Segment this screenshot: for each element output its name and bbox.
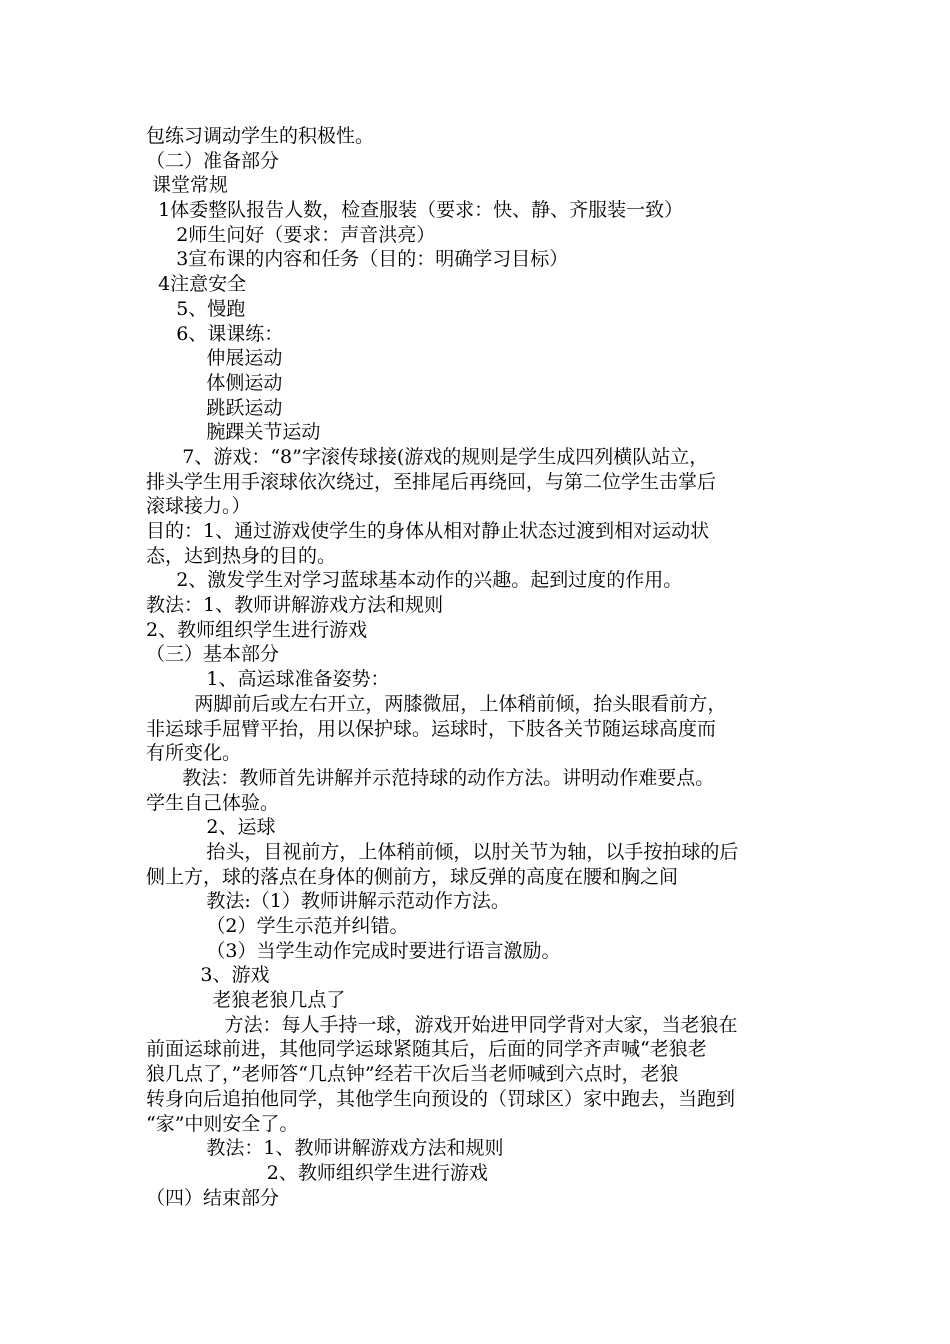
text-line: 滚球接力。）: [146, 495, 251, 518]
text-line: 目的：1、通过游戏使学生的身体从相对静止状态过渡到相对运动状: [146, 520, 710, 542]
section-heading-ending: （四）结束部分: [146, 1186, 280, 1209]
text-line: 两脚前后或左右开立，两膝微屈，上体稍前倾，抬头眼看前方，: [146, 692, 727, 715]
text-line: 前面运球前进，其他同学运球紧随其后，后面的同学齐声喊“老狼老: [146, 1038, 707, 1061]
text-line: 1、高运球准备姿势：: [146, 668, 390, 691]
text-line: 2、运球: [146, 816, 276, 839]
text-line: 3宣布课的内容和任务（目的：明确学习目标）: [146, 248, 569, 271]
text-line: 老狼老狼几点了: [146, 989, 346, 1012]
text-line: 排头学生用手滚球依次绕过，至排尾后再绕回，与第二位学生击掌后: [146, 470, 717, 493]
text-line: 5、慢跑: [146, 297, 246, 320]
text-line: 6、课课练：: [146, 322, 284, 345]
text-line: （3）当学生动作完成时要进行语言激励。: [146, 939, 561, 962]
text-line: 2、教师组织学生进行游戏: [146, 1161, 488, 1184]
text-line: 3、游戏: [146, 964, 270, 987]
text-line: 转身向后追拍他同学，其他学生向预设的（罚球区）家中跑去，当跑到: [146, 1087, 736, 1110]
text-line: 课堂常规: [146, 174, 229, 197]
text-line: 态，达到热身的目的。: [146, 544, 337, 567]
text-line: 跳跃运动: [146, 396, 283, 419]
text-line: 2师生问好（要求：声音洪亮）: [146, 223, 436, 246]
text-line: 方法：每人手持一球，游戏开始进甲同学背对大家，当老狼在: [146, 1013, 738, 1036]
text-line: （2）学生示范并纠错。: [146, 915, 409, 937]
text-line: 有所变化。: [146, 742, 242, 765]
text-line: 教法:（1）教师讲解示范动作方法。: [146, 890, 510, 913]
text-line: 7、游戏：“8”字滚传球接(游戏的规则是学生成四列横队站立，: [146, 445, 709, 468]
text-line: 狼几点了，”老师答“几点钟”经若干次后当老师喊到六点时，老狼: [146, 1063, 679, 1086]
text-line: 腕踝关节运动: [146, 421, 321, 444]
document-body: [146, 124, 810, 1210]
section-heading-preparation: （二）准备部分: [146, 149, 280, 172]
text-line: 体侧运动: [146, 371, 283, 394]
text-line: 教法：教师首先讲解并示范持球的动作方法。讲明动作难要点。: [146, 766, 715, 789]
text-line: 4注意安全: [146, 273, 247, 296]
text-line: 2、教师组织学生进行游戏: [146, 618, 368, 641]
text-line: 侧上方，球的落点在身体的侧前方，球反弹的高度在腰和胸之间: [146, 865, 679, 888]
text-line: 伸展运动: [146, 347, 283, 370]
text-line: 抬头，目视前方，上体稍前倾，以肘关节为轴，以手按拍球的后: [146, 840, 739, 863]
text-line: 教法：1、教师讲解游戏方法和规则: [146, 594, 444, 617]
text-line: 非运球手屈臂平抬，用以保护球。运球时，下肢各关节随运球高度而: [146, 717, 717, 740]
text-line: 学生自己体验。: [146, 791, 280, 814]
text-line: 包练习调动学生的积极性。: [146, 125, 375, 147]
text-line: 教法：1、教师讲解游戏方法和规则: [146, 1137, 504, 1160]
section-heading-basic: （三）基本部分: [146, 643, 280, 666]
text-line: 1体委整队报告人数，检查服装（要求：快、静、齐服装一致）: [146, 199, 684, 222]
text-line: “家”中则安全了。: [146, 1112, 299, 1135]
text-line: 2、激发学生对学习蓝球基本动作的兴趣。起到过度的作用。: [146, 569, 683, 592]
